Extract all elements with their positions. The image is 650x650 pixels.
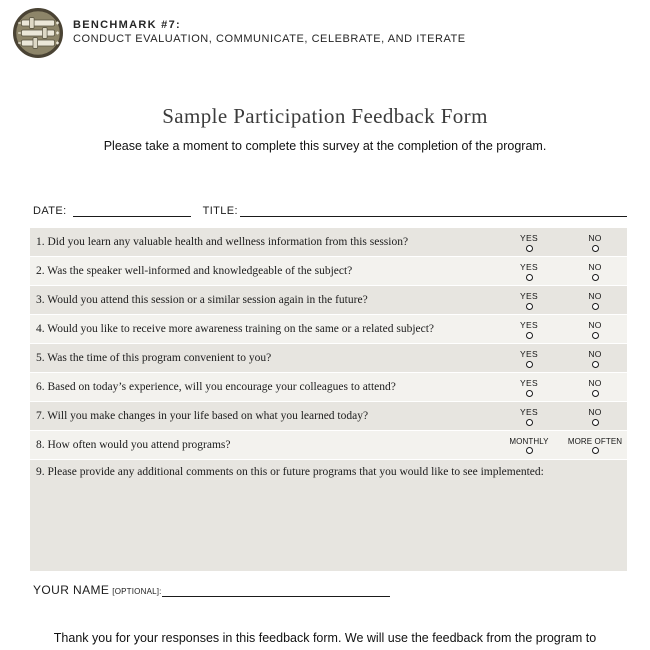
radio-button[interactable]: [526, 361, 533, 368]
option-label: YES: [520, 407, 538, 418]
option-no-q1[interactable]: [563, 228, 627, 256]
name-label: YOUR NAME: [33, 583, 110, 597]
radio-button[interactable]: [526, 303, 533, 310]
option-label: YES: [520, 291, 538, 302]
table-row: [30, 286, 627, 314]
footer-text: Thank you for your responses in this feedback form. We will use the feedback from the program to: [53, 631, 597, 645]
question-text: 3. Would you attend this session or a similar session again in the future?: [30, 286, 495, 314]
question-text: 2. Was the speaker well-informed and knowledgeable of the subject?: [30, 257, 495, 285]
option-no-q4[interactable]: [563, 315, 627, 343]
option-label: NO: [588, 320, 602, 331]
radio-button[interactable]: [592, 245, 599, 252]
option-more-often-q8[interactable]: [563, 431, 627, 459]
question-text: 8. How often would you attend programs?: [30, 431, 495, 459]
benchmark-header-text: [73, 19, 466, 47]
name-optional-label: [OPTIONAL]:: [112, 587, 162, 596]
benchmark-label: BENCHMARK #7:: [73, 19, 181, 31]
form-subtitle: Please take a moment to complete this survey at the completion of the program.: [103, 139, 547, 153]
date-label: DATE:: [33, 205, 67, 217]
option-label: YES: [520, 349, 538, 360]
option-label: MONTHLY: [509, 436, 549, 446]
option-yes-q5[interactable]: [497, 344, 561, 372]
option-yes-q6[interactable]: [497, 373, 561, 401]
option-label: NO: [588, 233, 602, 244]
table-row: [30, 315, 627, 343]
option-label: YES: [520, 262, 538, 273]
option-label: YES: [520, 378, 538, 389]
radio-button[interactable]: [526, 419, 533, 426]
option-no-q3[interactable]: [563, 286, 627, 314]
question-text: 9. Please provide any additional comments on this or future programs that you would like to see implemented:: [36, 466, 544, 478]
question-text: 7. Will you make changes in your life based on what you learned today?: [30, 402, 495, 430]
table-row: [30, 257, 627, 285]
radio-button[interactable]: [592, 447, 599, 454]
radio-button[interactable]: [526, 390, 533, 397]
question-text: 5. Was the time of this program convenient to you?: [30, 344, 495, 372]
question-text: 6. Based on today’s experience, will you encourage your colleagues to attend?: [30, 373, 495, 401]
radio-button[interactable]: [526, 274, 533, 281]
option-yes-q2[interactable]: [497, 257, 561, 285]
radio-button[interactable]: [526, 447, 533, 454]
radio-button[interactable]: [592, 274, 599, 281]
title-input-line[interactable]: [240, 204, 627, 217]
comments-box[interactable]: [30, 460, 627, 571]
table-row: [30, 344, 627, 372]
option-label: NO: [588, 291, 602, 302]
benchmark-header: [12, 7, 466, 59]
radio-button[interactable]: [592, 419, 599, 426]
option-label: YES: [520, 320, 538, 331]
benchmark-description: CONDUCT EVALUATION, COMMUNICATE, CELEBRATE, AND ITERATE: [73, 33, 466, 45]
option-label: NO: [588, 262, 602, 273]
table-row: [30, 373, 627, 401]
option-yes-q1[interactable]: [497, 228, 561, 256]
option-yes-q4[interactable]: [497, 315, 561, 343]
date-title-row: [33, 204, 627, 217]
option-yes-q7[interactable]: [497, 402, 561, 430]
table-row: [30, 228, 627, 256]
option-label: NO: [588, 407, 602, 418]
option-label: NO: [588, 349, 602, 360]
radio-button[interactable]: [592, 303, 599, 310]
radio-button[interactable]: [526, 332, 533, 339]
option-no-q6[interactable]: [563, 373, 627, 401]
option-no-q7[interactable]: [563, 402, 627, 430]
radio-button[interactable]: [526, 245, 533, 252]
table-row: [30, 402, 627, 430]
option-no-q5[interactable]: [563, 344, 627, 372]
title-label: TITLE:: [202, 205, 238, 217]
option-label: YES: [520, 233, 538, 244]
question-text: 4. Would you like to receive more awareness training on the same or a related subject?: [30, 315, 495, 343]
question-table: [30, 228, 627, 571]
option-monthly-q8[interactable]: [497, 431, 561, 459]
date-input-line[interactable]: [73, 204, 191, 217]
option-label: MORE OFTEN: [567, 436, 623, 446]
form-title: Sample Participation Feedback Form: [162, 104, 488, 128]
sliders-icon: [12, 7, 64, 59]
name-row: [33, 583, 390, 597]
option-label: NO: [588, 378, 602, 389]
table-row: [30, 431, 627, 459]
option-no-q2[interactable]: [563, 257, 627, 285]
question-text: 1. Did you learn any valuable health and wellness information from this session?: [30, 228, 495, 256]
option-yes-q3[interactable]: [497, 286, 561, 314]
name-input-line[interactable]: [162, 584, 390, 597]
radio-button[interactable]: [592, 332, 599, 339]
radio-button[interactable]: [592, 361, 599, 368]
radio-button[interactable]: [592, 390, 599, 397]
